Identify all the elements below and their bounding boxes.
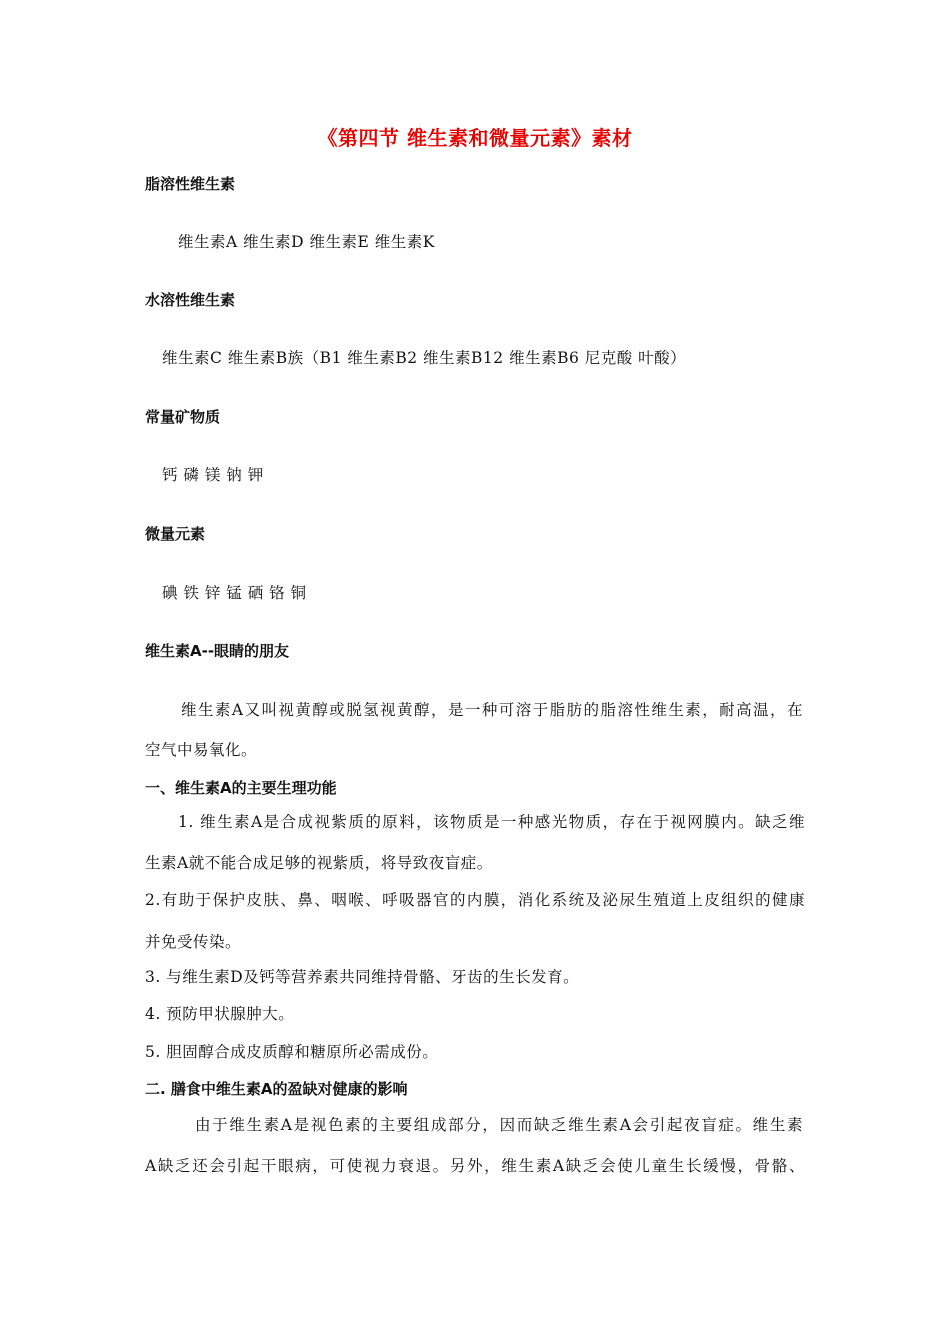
trace-elements-list: 碘 铁 锌 锰 硒 铬 铜 (162, 584, 307, 602)
heading-macro-minerals: 常量矿物质 (145, 408, 221, 426)
vitamin-a-intro-line-2: 空气中易氧化。 (145, 741, 258, 759)
water-soluble-vitamins-list: 维生素C 维生素B族（B1 维生素B2 维生素B12 维生素B6 尼克酸 叶酸） (162, 349, 687, 367)
function-item-4: 4. 预防甲状腺肿大。 (145, 1005, 295, 1023)
function-item-3: 3. 与维生素D及钙等营养素共同维持骨骼、牙齿的生长发育。 (145, 968, 580, 986)
heading-functions: 一、维生素A的主要生理功能 (145, 779, 337, 797)
function-item-1-line-2: 生素A就不能合成足够的视紫质，将导致夜盲症。 (145, 854, 493, 872)
macro-minerals-list: 钙 磷 镁 钠 钾 (162, 466, 264, 484)
heading-vitamin-a: 维生素A--眼睛的朋友 (145, 642, 290, 660)
fat-soluble-vitamins-list: 维生素A 维生素D 维生素E 维生素K (178, 233, 435, 251)
function-item-2-line-1: 2.有助于保护皮肤、鼻、咽喉、呼吸器官的内膜，消化系统及泌尿生殖道上皮组织的健康 (145, 891, 805, 909)
heading-trace-elements: 微量元素 (145, 525, 206, 543)
function-item-1-line-1: 1. 维生素A是合成视紫质的原料，该物质是一种感光物质，存在于视网膜内。缺乏维 (178, 813, 805, 831)
deficiency-line-2: A缺乏还会引起干眼病，可使视力衰退。另外，维生素A缺乏会使儿童生长缓慢，骨骼、 (145, 1157, 805, 1175)
function-item-5: 5. 胆固醇合成皮质醇和糖原所必需成份。 (145, 1043, 439, 1061)
document-title: 《第四节 维生素和微量元素》素材 (317, 126, 633, 150)
vitamin-a-intro-line-1: 维生素A又叫视黄醇或脱氢视黄醇，是一种可溶于脂肪的脂溶性维生素，耐高温，在 (181, 701, 803, 719)
heading-fat-soluble-vitamins: 脂溶性维生素 (145, 175, 236, 193)
heading-deficiency: 二. 膳食中维生素A的盈缺对健康的影响 (145, 1080, 408, 1098)
deficiency-line-1: 由于维生素A是视色素的主要组成部分，因而缺乏维生素A会引起夜盲症。维生素 (195, 1116, 803, 1134)
function-item-2-line-2: 并免受传染。 (145, 933, 242, 951)
heading-water-soluble-vitamins: 水溶性维生素 (145, 291, 236, 309)
